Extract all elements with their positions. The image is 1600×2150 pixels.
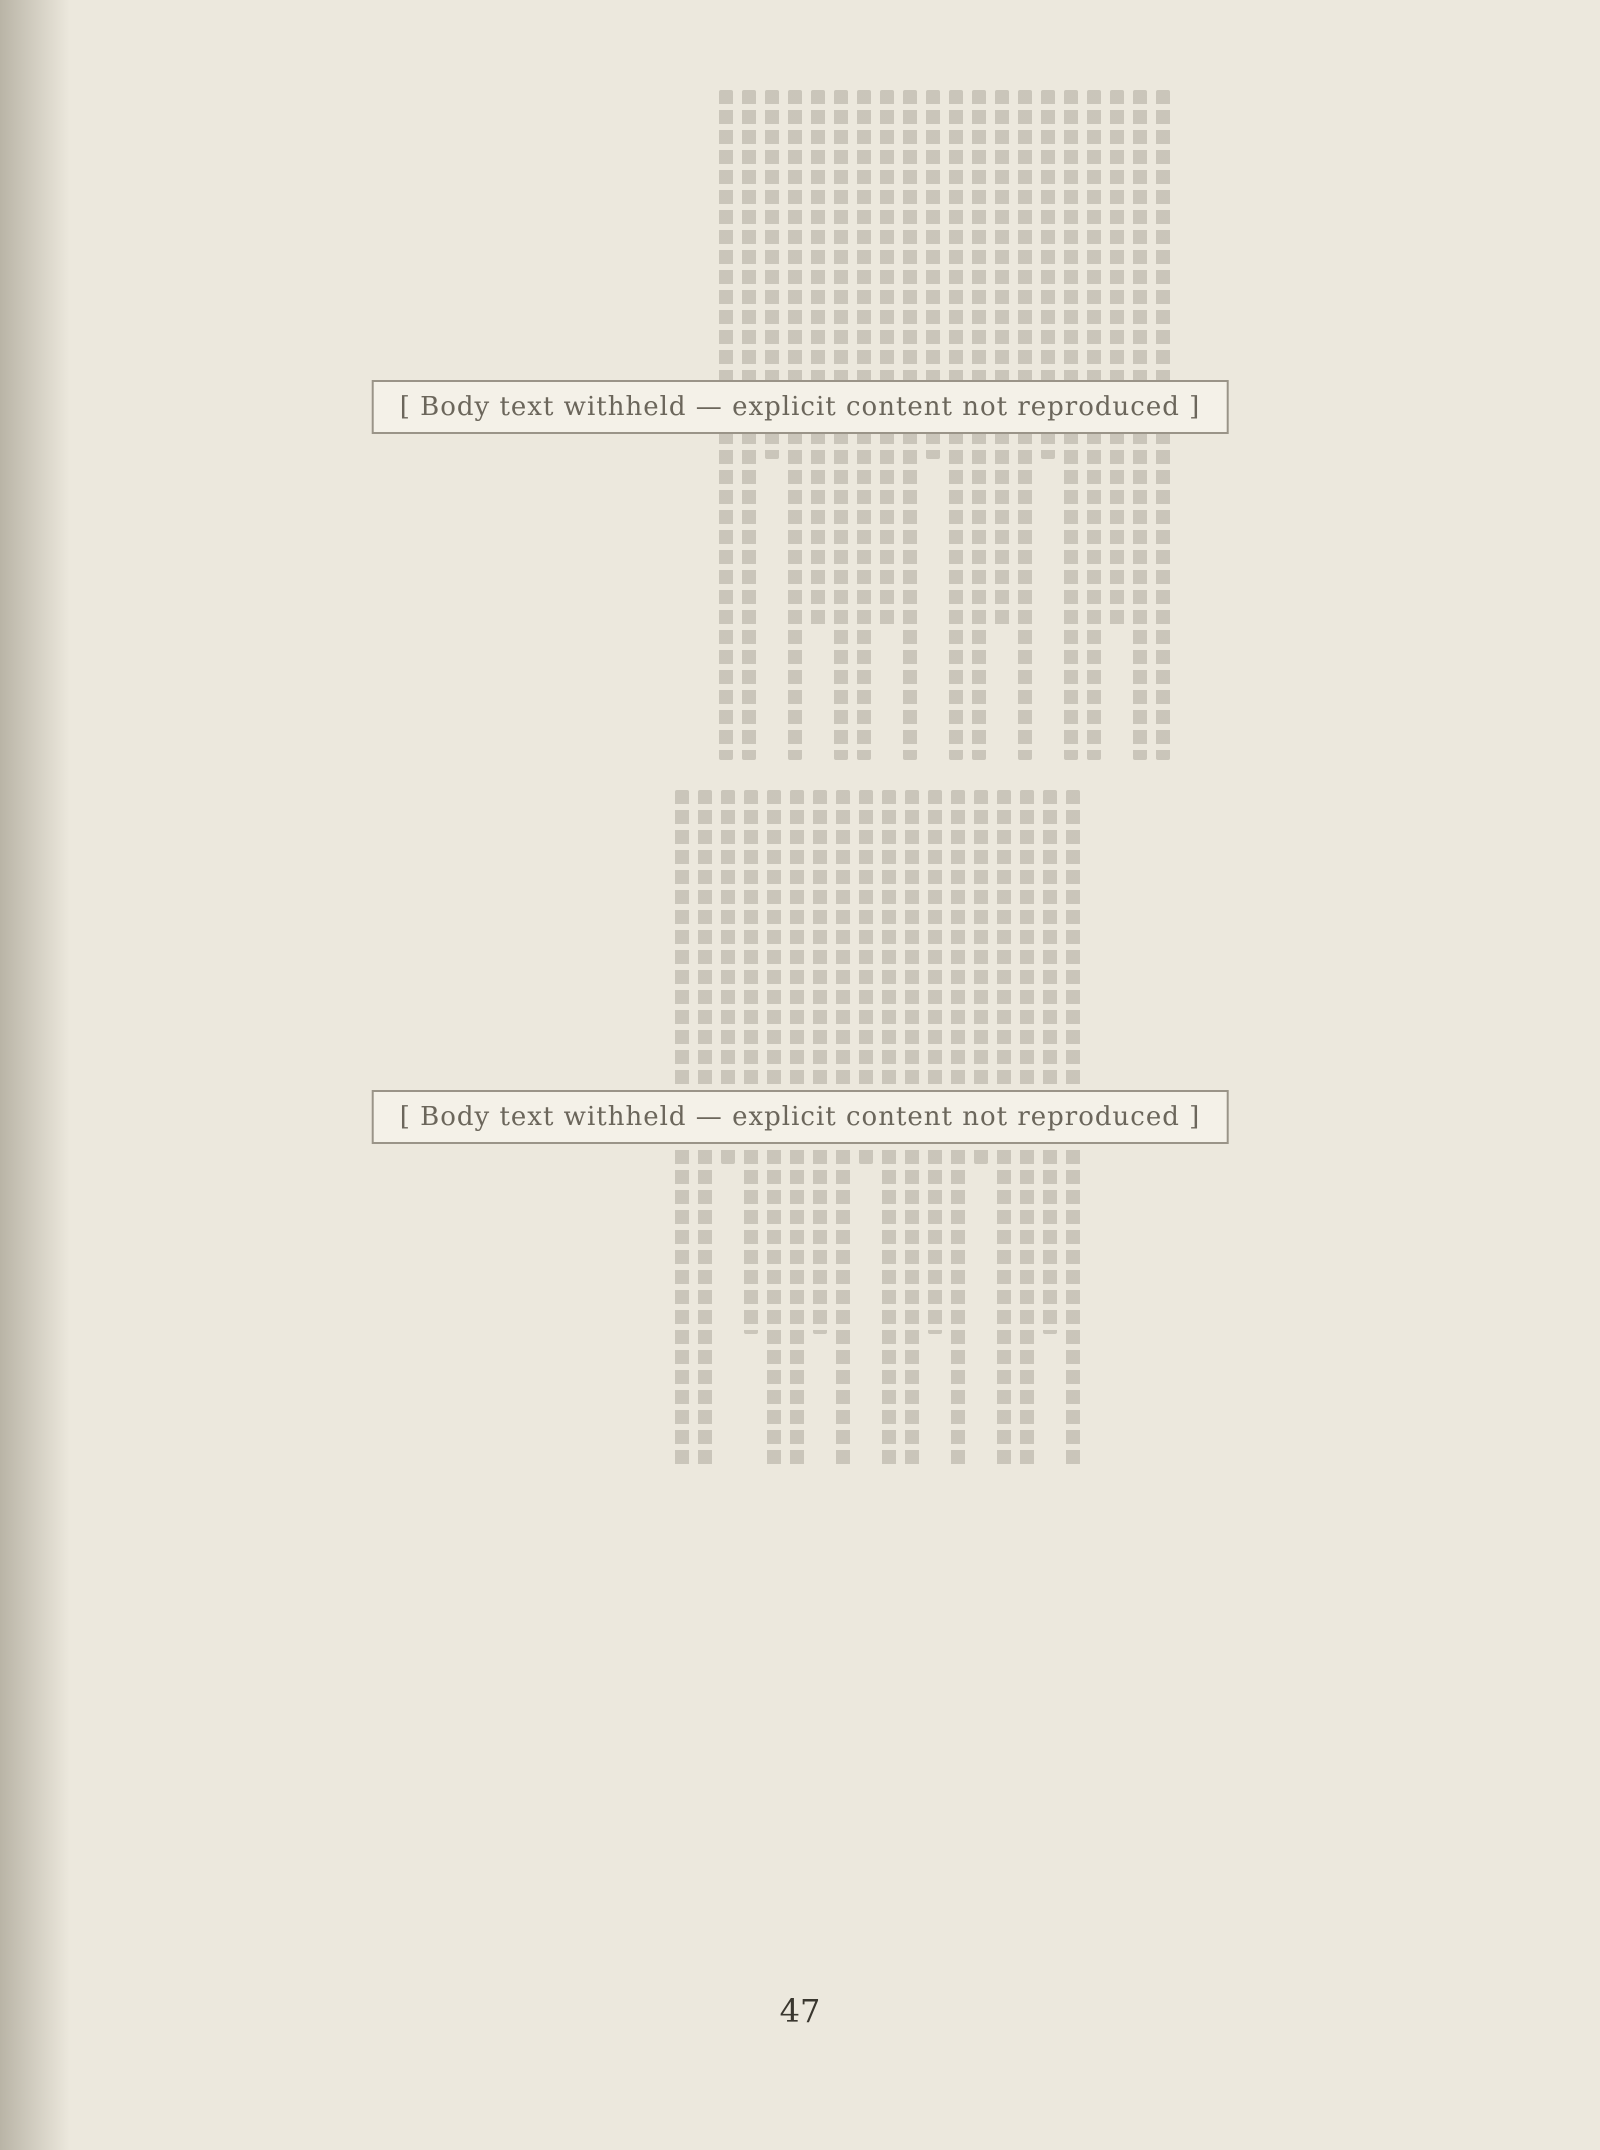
page-number: 47 <box>779 1992 821 2030</box>
redaction-notice-bottom: [ Body text withheld — explicit content not reproduced ] <box>372 1090 1229 1144</box>
binding-shadow <box>0 0 70 2150</box>
redaction-notice-top: [ Body text withheld — explicit content not reproduced ] <box>372 380 1229 434</box>
